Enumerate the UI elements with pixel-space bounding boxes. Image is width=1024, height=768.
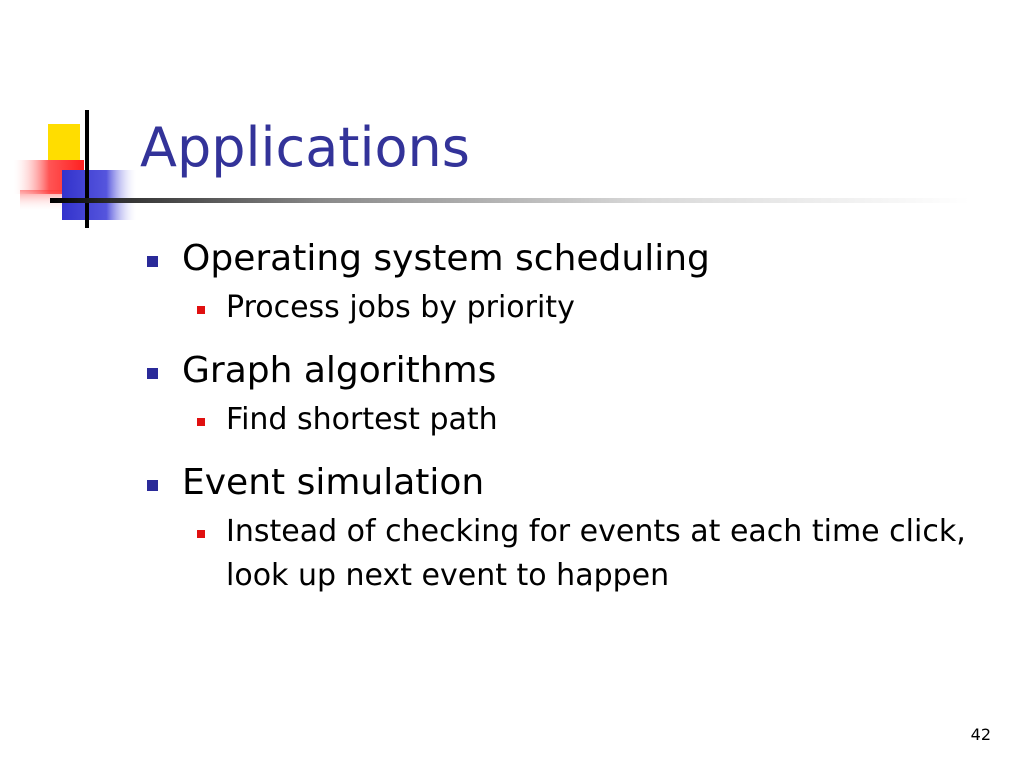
title-underline bbox=[50, 198, 970, 203]
bullet-list bbox=[144, 232, 1004, 598]
bullet-text: Graph algorithms bbox=[182, 350, 497, 391]
bullet-item-event-simulation bbox=[144, 456, 1004, 510]
small-square-bullet-icon bbox=[197, 306, 205, 314]
slide-title: Applications bbox=[140, 116, 470, 179]
bullet-text: Event simulation bbox=[182, 462, 485, 503]
small-square-bullet-icon bbox=[197, 530, 205, 538]
sub-bullet-text: Find shortest path bbox=[226, 402, 498, 437]
square-bullet-icon bbox=[147, 480, 158, 491]
page-number: 42 bbox=[970, 725, 991, 744]
small-square-bullet-icon bbox=[197, 418, 205, 426]
logo-graphic bbox=[0, 0, 140, 240]
bullet-text: Operating system scheduling bbox=[182, 238, 710, 279]
sub-bullet-item bbox=[194, 398, 1004, 442]
sub-bullet-item bbox=[194, 510, 1004, 598]
square-bullet-icon bbox=[147, 368, 158, 379]
sub-bullet-text: Instead of checking for events at each time click, look up next event to happen bbox=[226, 514, 966, 593]
bullet-item-graph-algorithms bbox=[144, 344, 1004, 398]
logo-blue-band bbox=[62, 170, 136, 220]
sub-bullet-text: Process jobs by priority bbox=[226, 290, 575, 325]
decorative-logo bbox=[0, 0, 140, 240]
sub-bullet-item bbox=[194, 286, 1004, 330]
bullet-item-os-scheduling bbox=[144, 232, 1004, 286]
logo-vertical-line bbox=[85, 110, 89, 228]
square-bullet-icon bbox=[147, 256, 158, 267]
